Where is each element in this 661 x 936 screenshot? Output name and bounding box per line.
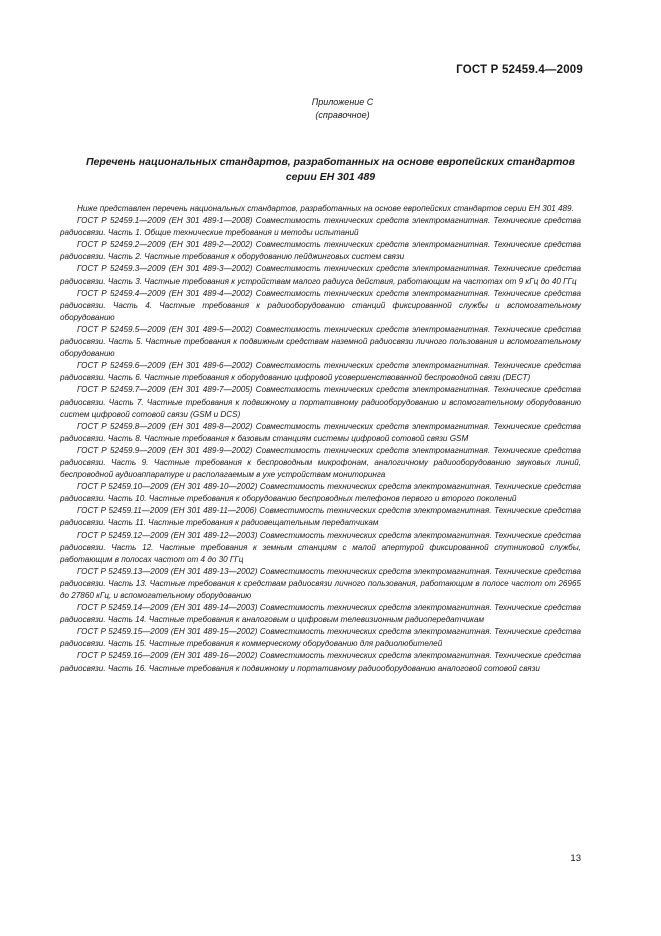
- section-title-line-1: Перечень национальных стандартов, разработанных на основе европейских стандартов: [85, 156, 576, 168]
- standard-item: ГОСТ Р 52459.9—2009 (ЕН 301 489-9—2002) Совместимость технических средств электромагнитная. Технические средства радиосвязи. Часть 9. Частные требования к беспроводным микрофонам, аналогичному радиооборудованию звуковых линий, беспроводной аудиоаппаратуре и располагаемым в ухе устройствам мониторинга: [60, 445, 581, 480]
- standard-item: ГОСТ Р 52459.10—2009 (ЕН 301 489-10—2002) Совместимость технических средств электромагнитная. Технические средства радиосвязи. Часть 10. Частные требования к оборудованию беспроводных телефонов первого и второго поколений: [60, 482, 581, 504]
- standard-item: ГОСТ Р 52459.4—2009 (ЕН 301 489-4—2002) Совместимость технических средств электромагнитная. Технические средства радиосвязи. Часть 4. Частные требования к радиооборудованию станций фиксированной службы и вспомогательному оборудованию: [60, 288, 581, 322]
- standards-list: [60, 203, 581, 675]
- standard-item: ГОСТ Р 52459.5—2009 (ЕН 301 489-5—2002) Совместимость технических средств электромагнитная. Технические средства радиосвязи. Часть 5. Частные требования к подвижным средствам наземной радиосвязи личного пользования и вспомогательному оборудованию: [60, 324, 581, 359]
- standard-item: ГОСТ Р 52459.16—2009 (ЕН 301 489-16—2002) Совместимость технических средств электромагнитная. Технические средства радиосвязи. Часть 16. Частные требования к подвижному и портативному радиооборудованию аналоговой сотовой связи: [60, 651, 581, 673]
- standard-item: ГОСТ Р 52459.6—2009 (ЕН 301 489-6—2002) Совместимость технических средств электромагнитная. Технические средства радиосвязи. Часть 6. Частные требования к оборудованию цифровой усовершенствованной беспроводной связи (DECT): [60, 361, 581, 383]
- standard-item: ГОСТ Р 52459.12—2009 (ЕН 301 489-12—2003) Совместимость технических средств электромагнитная. Технические средства радиосвязи. Часть 12. Частные требования к земным станциям с малой апертурой фиксированной спутниковой службы, работающим в полосах частот от 4 до 30 ГГц: [60, 530, 581, 564]
- standard-item: ГОСТ Р 52459.1—2009 (ЕН 301 489-1—2008) Совместимость технических средств электромагнитная. Технические средства радиосвязи. Часть 1. Общие технические требования и методы испытаний: [60, 216, 581, 238]
- section-title-line-2: серии ЕН 301 489: [285, 171, 376, 183]
- standard-item: ГОСТ Р 52459.7—2009 (ЕН 301 489-7—2005) Совместимость технических средств электромагнитная. Технические средства радиосвязи. Часть 7. Частные требования к подвижному и портативному радиооборудованию и вспомогательному оборудованию систем цифровой сотовой связи (GSM и DCS): [60, 385, 581, 419]
- standard-item: ГОСТ Р 52459.11—2009 (ЕН 301 489-11—2006) Совместимость технических средств электромагнитная. Технические средства радиосвязи. Часть 11. Частные требования к радиовещательным передатчикам: [60, 506, 581, 528]
- page-number: 13: [570, 853, 581, 864]
- standard-item: ГОСТ Р 52459.13—2009 (ЕН 301 489-13—2002) Совместимость технических средств электромагнитная. Технические средства радиосвязи. Часть 13. Частные требования к средствам радиосвязи личного пользования, работающим в полосе частот от 26965 до 27860 кГц, и вспомогательному оборудованию: [60, 566, 581, 600]
- document-code-header: ГОСТ Р 52459.4—2009: [456, 64, 583, 76]
- standard-item: ГОСТ Р 52459.3—2009 (ЕН 301 489-3—2002) Совместимость технических средств электромагнитная. Технические средства радиосвязи. Часть 3. Частные требования к устройствам малого радиуса действия, работающим на частотах от 9 кГц до 40 ГГц: [60, 264, 581, 286]
- standard-item: ГОСТ Р 52459.15—2009 (ЕН 301 489-15—2002) Совместимость технических средств электромагнитная. Технические средства радиосвязи. Часть 15. Частные требования к коммерческому оборудованию для радиолюбителей: [60, 627, 581, 649]
- appendix-title: Приложение С: [311, 97, 374, 107]
- intro-paragraph: Ниже представлен перечень национальных стандартов, разработанных на основе европейских стандартов серии ЕН 301 489.: [77, 204, 574, 213]
- standard-item: ГОСТ Р 52459.14—2009 (ЕН 301 489-14—2003) Совместимость технических средств электромагнитная. Технические средства радиосвязи. Часть 14. Частные требования к аналоговым и цифровым телевизионным радиопередатчикам: [60, 603, 581, 625]
- appendix-heading: [0, 96, 661, 122]
- standard-item: ГОСТ Р 52459.8—2009 (ЕН 301 489-8—2002) Совместимость технических средств электромагнитная. Технические средства радиосвязи. Часть 8. Частные требования к базовым станциям системы цифровой сотовой связи GSM: [60, 421, 581, 443]
- appendix-subtitle: (справочное): [315, 110, 370, 120]
- standard-item: ГОСТ Р 52459.2—2009 (ЕН 301 489-2—2002) Совместимость технических средств электромагнитная. Технические средства радиосвязи. Часть 2. Частные требования к оборудованию пейджинговых систем связи: [60, 240, 581, 262]
- section-title: [60, 155, 601, 185]
